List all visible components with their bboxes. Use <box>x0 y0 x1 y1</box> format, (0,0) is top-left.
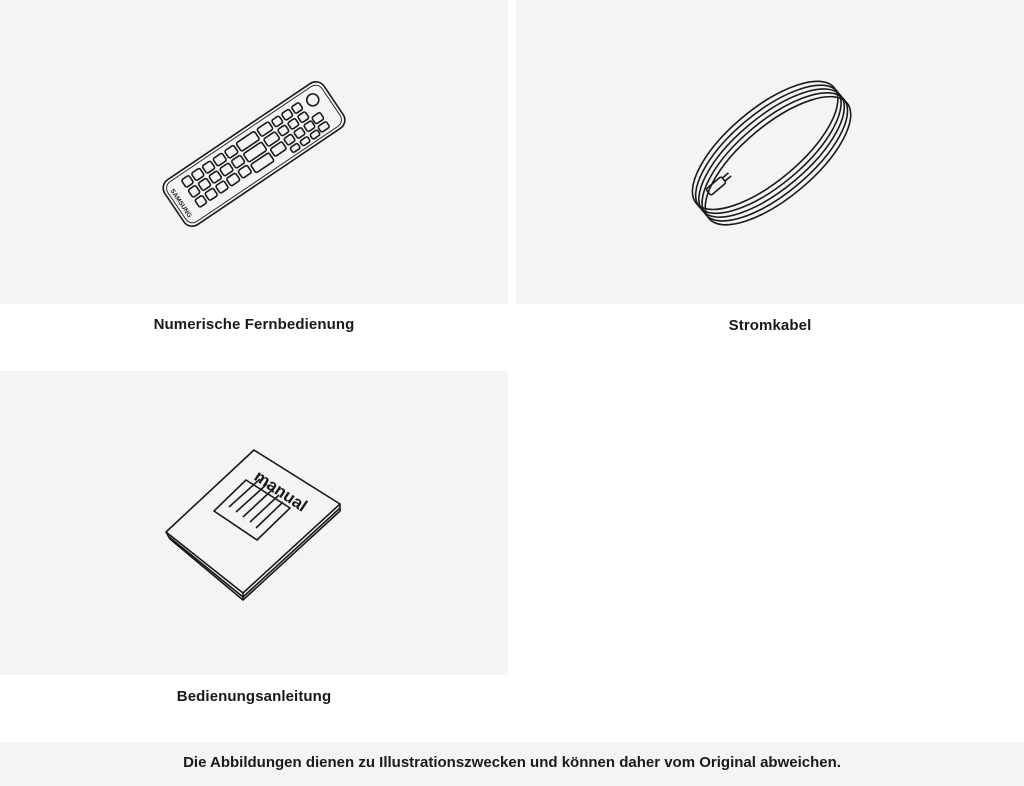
remote-control-label: Numerische Fernbedienung <box>153 316 355 333</box>
disclaimer-bar <box>0 742 1024 786</box>
power-cable-label: Stromkabel <box>728 317 812 334</box>
remote-control-icon <box>0 0 508 304</box>
manual-cover-text: manual <box>250 466 311 516</box>
power-cable-icon <box>516 0 1024 304</box>
manual-tile <box>0 371 508 675</box>
disclaimer-text: Die Abbildungen dienen zu Illustrationszwecken und können daher vom Original abweichen. <box>183 754 841 771</box>
manual-label: Bedienungsanleitung <box>176 688 332 705</box>
manual-book-icon <box>0 371 508 675</box>
remote-brand-text: SAMSUNG <box>168 187 193 220</box>
remote-control-tile <box>0 0 508 304</box>
power-cable-tile <box>516 0 1024 304</box>
